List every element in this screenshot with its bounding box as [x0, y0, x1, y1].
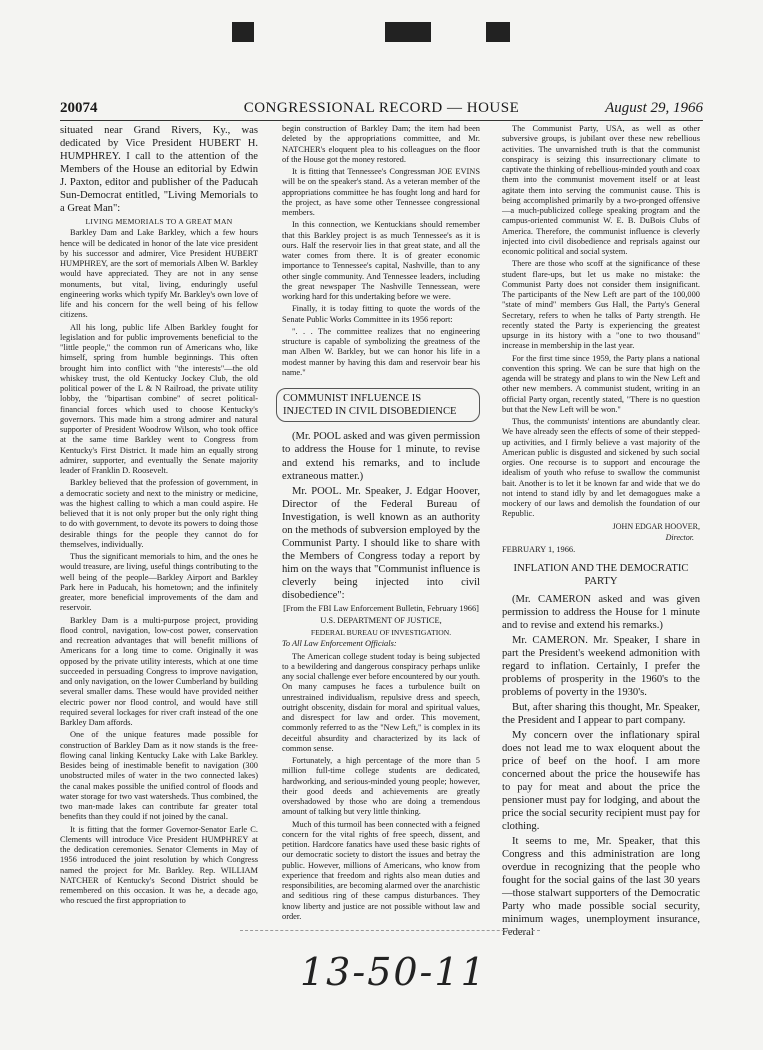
signature-title: Director.	[665, 533, 694, 543]
paragraph: For the first time since 1959, the Party plans a national convention this spring. We can be sure that high on the agenda will be strategy and plans to win the New Left and other new members. A communist student, writing in an official Party organ, recently stated, "There is no question but that the New Left will be won."	[502, 353, 700, 414]
paragraph: Mr. POOL. Mr. Speaker, J. Edgar Hoover, Director of the Federal Bureau of Investigation, is well known as an authority on the methods of subversion employed by the Communist Party. I should like to share with the Members of Congress today a report by him on the ways that "Communist influence is cleverly being injected into civil disobedience":	[282, 485, 481, 601]
handwritten-file-number: 13-50-11	[300, 950, 487, 994]
issue-date: August 29, 1966	[605, 100, 703, 116]
paragraph: situated near Grand Rivers, Ky., was dedicated by Vice President HUBERT H. HUMPHREY. I call to the attention of the Members of the House an editorial by Edwin J. Paxton, editor and publisher of the Paducah Sun-Democrat entitled, "Living Memorials to a Great Man":	[60, 125, 258, 215]
paragraph: Finally, it is today fitting to quote the words of the Senate Public Works Committee in its 1956 report:	[282, 304, 480, 324]
paragraph: (Mr. CAMERON asked and was given permission to address the House for 1 minute and to revise and extend his remarks.)	[502, 594, 700, 632]
paragraph: It seems to me, Mr. Speaker, that this Congress and this administration are long overdue in recognizing that the people who fought for the social gains of the last 30 years—those stalwart supporters of the Democratic Party who made possible social security, minimum wages, unemployment insurance, Federal	[502, 836, 700, 939]
paragraph: begin construction of Barkley Dam; the item had been deleted by the appropriations committee, and Mr. NATCHER's eloquent plea to his colleagues on the floor of the House got the money restored.	[282, 124, 480, 164]
column-1	[60, 124, 258, 909]
paragraph: Barkley Dam and Lake Barkley, which a few hours hence will be dedicated in honor of the late vice president by his successor and admirer, Vice President HUBERT HUMPHREY, are the sort of memorials Alben W. Barkley would have appreciated. They are not in any sense monuments, but vital, living, enduringly useful engineering works which typify Mr. Barkley's own love of life and his concern for the well being of his fellow citizens.	[60, 228, 258, 320]
paragraph: My concern over the inflationary spiral does not lead me to wax eloquent about the price of beef on the hoof. I am more concerned about the price the housewife has to pay for meat and about the price the pensioner must pay for lodging, and about the price the social security recipient must pay for clothing.	[502, 730, 700, 833]
letter-date: FEBRUARY 1, 1966.	[502, 545, 576, 554]
paragraph: Mr. CAMERON. Mr. Speaker, I share in part the President's weekend admonition with regard to inflation. Certainly, I prefer the problems of prosperity in the 1960's to the problems of poverty in the 1930's.	[502, 635, 700, 699]
department-line: U.S. DEPARTMENT OF JUSTICE,	[320, 615, 442, 625]
divider	[240, 930, 540, 931]
paragraph: All his long, public life Alben Barkley fought for legislation and for public improvements beneficial to the "little people," the common run of Americans who, like himself, spring from humble beginnings. This often brought him into conflict with "the interests"—the old whiskey trust, the old Kentucky Jockey Club, the old political power of the L & N Railroad, the private utility lobby, the "bipartisan combine" of secret political-financial forces which used to choose Kentucky's governors. This made him a strong admirer and natural supporter of President Woodrow Wilson, who took office at the same time Barkley went to Congress from Kentucky's First District. It made him an equally strong admirer, supporter, and eventually the Senate majority leader of Franklin D. Roosevelt.	[60, 322, 258, 476]
page-header	[60, 98, 703, 121]
paragraph: Fortunately, a high percentage of the more than 5 million full-time college students are dedicated, hardworking, and serious-minded young people; however, their good deeds and achievements are greatly overshadowed by those who are doing a tremendous amount of talking but very little thinking.	[282, 756, 480, 817]
paragraph: Thus the significant memorials to him, and the ones he would treasure, are living, useful things contributing to the well being of the people—Barkley Airport and Barkley Park here in Paducah, his hometown; and the infinitely greater, more beneficial improvements of the dam and reservoir.	[60, 552, 258, 613]
redaction-mark	[486, 22, 510, 42]
redaction-mark	[385, 22, 431, 42]
paragraph: It is fitting that the former Governor-Senator Earle C. Clements will introduce Vice President HUMPHREY at the dedication ceremonies. Senator Clements in May of 1956 introduced the joint resolution by which Congress named the project for Mr. Barkley. Rep. WILLIAM NATCHER of Kentucky's Second District should be remembered on this occasion. It was he, a decade ago, who rescued the first appropriation to	[60, 824, 258, 906]
paragraph: The Communist Party, USA, as well as other subversive groups, is jubilant over these new rebellious activities. The unvarnished truth is that the communist conspiracy is seizing this insurrectionary climate to captivate the thinking of rebellious-minded youth and coax them into the communist movement itself or at least agitate them into serving the communist cause. This is being accomplished primarily by a two-pronged offensive—a much-publicized college speaking program and the campus-oriented communist W. E. B. DuBois Clubs of America. Therefore, the communist influence is cleverly injected into civil disobedience and reprisals against our economic political and social system.	[502, 124, 700, 256]
subheading: LIVING MEMORIALS TO A GREAT MAN	[85, 217, 233, 227]
page-number: 20074	[60, 100, 98, 116]
paragraph: One of the unique features made possible for construction of Barkley Dam as it now stands is the free-flowing canal linking Kentucky Lake with Lake Barkley. Besides being of inestimable benefit to navigation (300 unobstructed miles of water in the two connected lakes) the canal makes possible the unified control of floods and water storage for two vast watersheds. Thus combined, the two man-made lakes can contribute far greater total benefits than they could if not joined by the canal.	[60, 730, 258, 822]
paragraph: There are those who scoff at the significance of these student flare-ups, but let us make no mistake: the Communist Party does not consider them insignificant. The participants of the New Left are part of the 100,000 "state of mind" members Gus Hall, the Party's General Secretary, refers to when he talks of Party strength. He recently stated the Party is experiencing the greatest upsurge in its history with a "one to two thousand" increase in membership in the last year.	[502, 259, 700, 351]
bureau-line: FEDERAL BUREAU OF INVESTIGATION.	[310, 628, 452, 638]
paragraph: It is fitting that Tennessee's Congressman JOE EVINS will be on the speaker's stand. As a veteran member of the appropriations committee he has fought long and hard for the project, as have some other Tennessee congressional members.	[282, 167, 480, 217]
redaction-mark	[232, 22, 254, 42]
paragraph: Barkley believed that the profession of government, in a democratic society and next to the ministry or medicine, was the highest calling to which a man could aspire. He believed that it is not only proper but the only right thing to do with government, to devote its powers to doing those desirable things for the people they cannot do for themselves, individually.	[60, 478, 258, 549]
column-3	[502, 124, 700, 942]
signature: JOHN EDGAR HOOVER,	[612, 521, 700, 531]
section-heading: COMMUNIST INFLUENCE IS INJECTED IN CIVIL DISOBEDIENCE	[276, 388, 480, 422]
paragraph: The American college student today is being subjected to a bewildering and dangerous conspiracy perhaps unlike any social challenge ever before encountered by our youth. On many campuses he faces a turbulence built on unrestrained individualism, repulsive dress and speech, outright obscenity, disdain for moral and spiritual values, and disrespect for law and order. This movement, commonly referred to as the "New Left," is complex in its deceitful absurdity and characterized by its lack of common sense.	[282, 651, 480, 753]
quotation: ". . . The committee realizes that no engineering structure is capable of symbolizing the greatness of the man Alben W. Barkley, but we can honor his life in a modest manner by having this dam and reservoir bear his name."	[282, 326, 480, 377]
salutation: To All Law Enforcement Officials:	[282, 639, 397, 649]
column-2	[282, 124, 480, 924]
paragraph: Much of this turmoil has been connected with a feigned concern for the vital rights of free speech, dissent, and petition. Hardcore fanatics have used these basic rights of our democratic society to distort the issues and betray the public. However, millions of Americans, who know from experience that freedom and rights also mean duties and responsibilities, are becoming alarmed over the anarchistic and seditious ring of these campus disturbances. They know liberty and justice are not possible without law and order.	[282, 819, 480, 921]
paragraph: Barkley Dam is a multi-purpose project, providing flood control, navigation, low-cost power, conservation and recreation advantages that will benefit millions of Americans for a long time to come. Originally it was opposed by the private utility interests, which at one time succeeded in persuading Congress to improve navigation, and only navigation, on the lower Cumberland by building several smaller dams. These would have provided neither electric power nor flood control, and would have still required several lockages for river craft instead of the one Barkley Dam affords.	[60, 615, 258, 728]
publication-title: CONGRESSIONAL RECORD — HOUSE	[243, 100, 520, 116]
section-heading: INFLATION AND THE DEMOCRATIC PARTY	[513, 563, 689, 588]
source-line: [From the FBI Law Enforcement Bulletin, February 1966]	[283, 603, 479, 613]
paragraph: Thus, the communists' intentions are abundantly clear. We have already seen the effects of some of their stepped-up activities, and I firmly believe a vast majority of the American public is disgusted and sickened by such social orgies. One recourse is to support and encourage the idealism of youth who refuse to swallow the communist bait. Another is to let it be known far and wide that we do not intend to stand idly by and let demagogues make a mockery of our laws and demolish the foundation of our Republic.	[502, 417, 700, 519]
paragraph: In this connection, we Kentuckians should remember that this Barkley project is as much Tennessee's as it is ours. Half the reservoir lies in that great state, and all the water comes from there. It is of greater economic importance to Tennessee's capital, Nashville, than to any other single community. And Tennessee leaders, including the great newspaper The Nashville Tennessean, were working hard for this undertaking before we were.	[282, 220, 480, 301]
paragraph: But, after sharing this thought, Mr. Speaker, the President and I appear to part company.	[502, 702, 700, 727]
paragraph: (Mr. POOL asked and was given permission to address the House for 1 minute, to revise and extend his remarks, and to include extraneous matter.)	[282, 431, 480, 482]
